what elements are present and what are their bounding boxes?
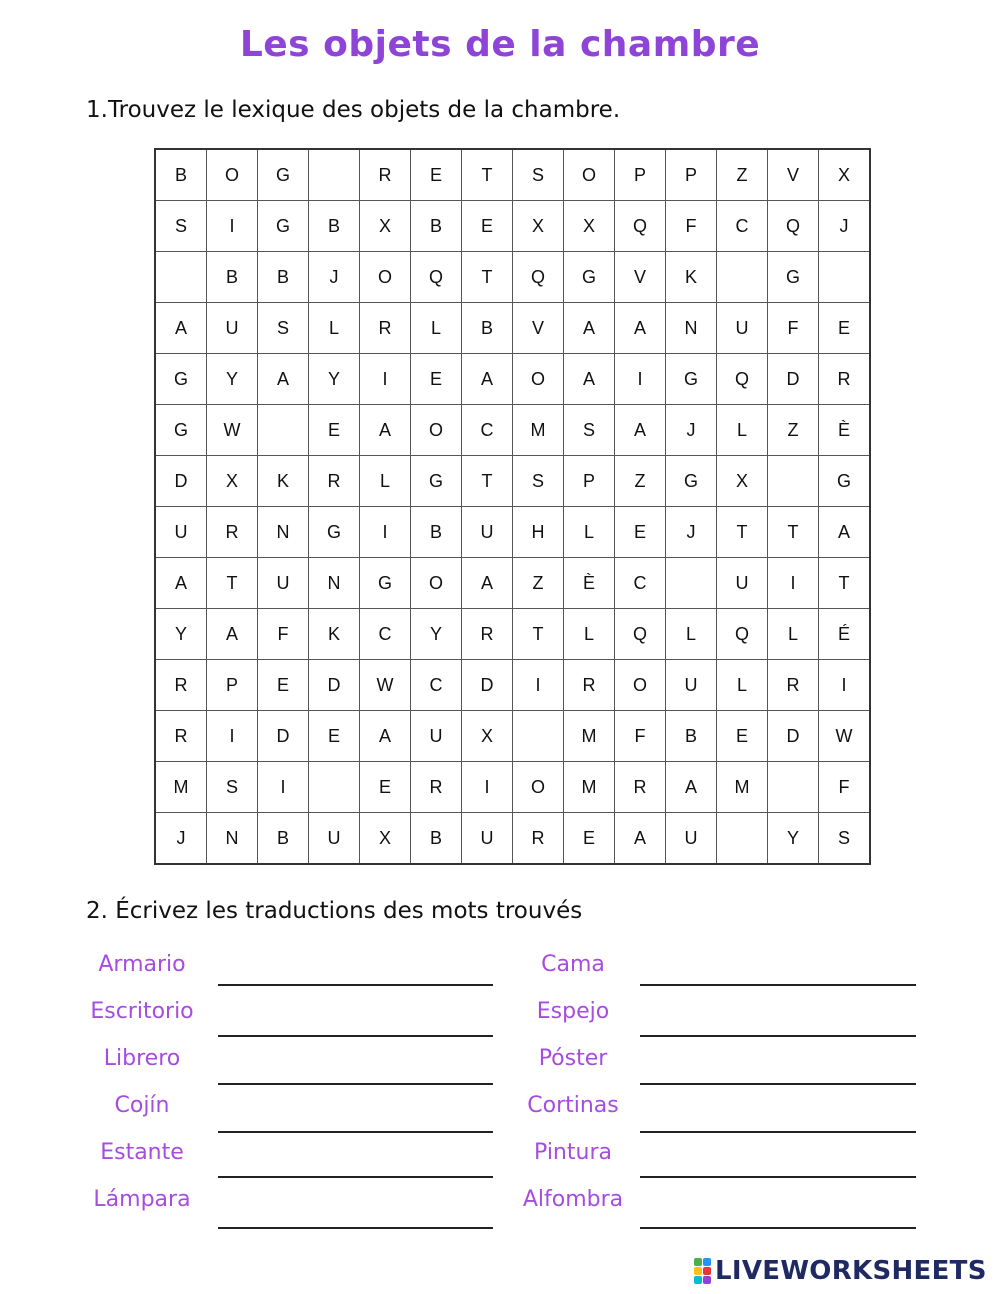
grid-cell[interactable]: L <box>411 303 462 354</box>
word-right-6: Alfombra <box>522 1187 624 1212</box>
grid-cell[interactable]: R <box>360 303 411 354</box>
grid-cell[interactable]: U <box>258 558 309 609</box>
grid-cell[interactable]: K <box>258 456 309 507</box>
word-right-2: Espejo <box>536 999 610 1024</box>
grid-cell[interactable]: O <box>411 558 462 609</box>
grid-cell[interactable]: A <box>207 609 258 660</box>
grid-cell[interactable]: G <box>155 354 207 405</box>
grid-cell[interactable]: U <box>666 660 717 711</box>
grid-cell[interactable] <box>768 456 819 507</box>
grid-cell[interactable]: D <box>768 354 819 405</box>
word-left-5: Estante <box>100 1140 184 1165</box>
grid-cell[interactable]: T <box>207 558 258 609</box>
grid-cell[interactable]: E <box>411 354 462 405</box>
grid-cell[interactable]: L <box>768 609 819 660</box>
grid-cell[interactable]: R <box>513 813 564 865</box>
grid-cell[interactable]: E <box>309 711 360 762</box>
grid-cell[interactable]: B <box>666 711 717 762</box>
grid-row <box>155 354 870 405</box>
grid-cell[interactable]: X <box>360 201 411 252</box>
grid-cell[interactable]: Q <box>411 252 462 303</box>
grid-row <box>155 609 870 660</box>
grid-cell[interactable]: T <box>513 609 564 660</box>
grid-cell[interactable]: Q <box>717 609 768 660</box>
instruction-1: 1.Trouvez le lexique des objets de la chambre. <box>86 97 621 123</box>
grid-cell[interactable]: L <box>564 507 615 558</box>
liveworksheets-logo <box>694 1256 987 1286</box>
grid-cell[interactable]: U <box>155 507 207 558</box>
grid-cell[interactable]: R <box>615 762 666 813</box>
grid-cell[interactable]: X <box>819 149 871 201</box>
grid-cell[interactable]: C <box>360 609 411 660</box>
grid-cell[interactable]: R <box>819 354 871 405</box>
grid-cell[interactable]: M <box>155 762 207 813</box>
grid-cell[interactable]: W <box>819 711 871 762</box>
grid-cell[interactable]: G <box>666 354 717 405</box>
grid-cell[interactable]: T <box>819 558 871 609</box>
answer-field-right-4[interactable] <box>640 1109 916 1133</box>
grid-cell[interactable]: L <box>309 303 360 354</box>
grid-row <box>155 303 870 354</box>
grid-cell[interactable]: X <box>513 201 564 252</box>
grid-cell[interactable]: A <box>462 354 513 405</box>
grid-cell[interactable]: D <box>462 660 513 711</box>
grid-cell[interactable]: Q <box>513 252 564 303</box>
liveworksheets-logo-icon <box>694 1258 711 1284</box>
grid-cell[interactable]: R <box>309 456 360 507</box>
grid-cell[interactable]: G <box>411 456 462 507</box>
grid-cell[interactable]: L <box>717 405 768 456</box>
grid-cell[interactable]: R <box>564 660 615 711</box>
grid-cell[interactable]: G <box>258 149 309 201</box>
grid-cell[interactable]: S <box>258 303 309 354</box>
logo-square <box>694 1267 702 1275</box>
grid-cell[interactable]: I <box>819 660 871 711</box>
grid-cell[interactable]: B <box>309 201 360 252</box>
grid-cell[interactable]: G <box>564 252 615 303</box>
grid-cell[interactable]: T <box>768 507 819 558</box>
grid-cell[interactable]: I <box>207 711 258 762</box>
grid-cell[interactable]: V <box>768 149 819 201</box>
grid-cell[interactable]: D <box>768 711 819 762</box>
grid-cell[interactable]: O <box>615 660 666 711</box>
grid-cell[interactable]: G <box>155 405 207 456</box>
grid-cell[interactable]: I <box>258 762 309 813</box>
grid-cell[interactable]: A <box>155 303 207 354</box>
grid-cell[interactable]: G <box>666 456 717 507</box>
grid-cell[interactable]: E <box>564 813 615 865</box>
grid-cell[interactable] <box>768 762 819 813</box>
grid-cell[interactable]: T <box>462 456 513 507</box>
grid-cell[interactable]: O <box>411 405 462 456</box>
logo-square <box>694 1258 702 1266</box>
grid-cell[interactable]: U <box>462 507 513 558</box>
grid-cell[interactable]: J <box>819 201 871 252</box>
grid-cell[interactable]: A <box>615 303 666 354</box>
grid-cell[interactable] <box>513 711 564 762</box>
grid-cell[interactable]: M <box>513 405 564 456</box>
answer-field-left-1[interactable] <box>218 962 493 986</box>
grid-row <box>155 813 870 865</box>
grid-cell[interactable]: B <box>411 813 462 865</box>
grid-row <box>155 456 870 507</box>
grid-cell[interactable]: R <box>411 762 462 813</box>
grid-cell[interactable]: P <box>666 149 717 201</box>
grid-cell[interactable] <box>717 252 768 303</box>
grid-cell[interactable]: C <box>462 405 513 456</box>
answer-field-left-3[interactable] <box>218 1061 493 1085</box>
grid-cell[interactable]: J <box>666 507 717 558</box>
grid-cell[interactable]: C <box>615 558 666 609</box>
grid-cell[interactable]: W <box>207 405 258 456</box>
grid-cell[interactable]: L <box>717 660 768 711</box>
grid-cell[interactable]: D <box>155 456 207 507</box>
grid-cell[interactable]: G <box>360 558 411 609</box>
grid-cell[interactable]: Z <box>615 456 666 507</box>
grid-cell[interactable]: L <box>564 609 615 660</box>
grid-cell[interactable]: N <box>207 813 258 865</box>
word-left-4: Cojín <box>114 1093 170 1118</box>
grid-cell[interactable]: F <box>768 303 819 354</box>
answer-field-right-2[interactable] <box>640 1013 916 1037</box>
grid-cell[interactable]: B <box>411 201 462 252</box>
grid-cell[interactable]: Y <box>309 354 360 405</box>
grid-cell[interactable]: V <box>615 252 666 303</box>
grid-cell[interactable]: Q <box>615 201 666 252</box>
grid-cell[interactable]: A <box>564 303 615 354</box>
grid-cell[interactable]: C <box>717 201 768 252</box>
word-right-5: Pintura <box>534 1140 612 1165</box>
grid-row <box>155 149 870 201</box>
grid-cell[interactable]: F <box>258 609 309 660</box>
grid-cell[interactable]: S <box>513 149 564 201</box>
grid-cell[interactable]: I <box>207 201 258 252</box>
grid-cell[interactable]: A <box>360 711 411 762</box>
grid-cell[interactable]: Z <box>513 558 564 609</box>
grid-cell[interactable] <box>309 149 360 201</box>
grid-cell[interactable]: U <box>411 711 462 762</box>
grid-cell[interactable]: A <box>615 405 666 456</box>
grid-cell[interactable]: O <box>360 252 411 303</box>
grid-cell[interactable]: Q <box>615 609 666 660</box>
grid-cell[interactable]: R <box>360 149 411 201</box>
grid-cell[interactable]: N <box>258 507 309 558</box>
grid-cell[interactable]: G <box>819 456 871 507</box>
grid-cell[interactable]: O <box>564 149 615 201</box>
grid-cell[interactable]: E <box>615 507 666 558</box>
grid-cell[interactable]: U <box>309 813 360 865</box>
grid-cell[interactable]: H <box>513 507 564 558</box>
grid-cell[interactable]: M <box>717 762 768 813</box>
grid-cell[interactable]: I <box>615 354 666 405</box>
answer-field-left-4[interactable] <box>218 1109 493 1133</box>
grid-cell[interactable]: K <box>666 252 717 303</box>
grid-cell[interactable]: S <box>564 405 615 456</box>
grid-cell[interactable]: S <box>155 201 207 252</box>
word-left-2: Escritorio <box>90 999 194 1024</box>
answer-field-right-3[interactable] <box>640 1061 916 1085</box>
grid-row <box>155 711 870 762</box>
word-left-3: Librero <box>103 1046 181 1071</box>
grid-cell[interactable]: B <box>462 303 513 354</box>
grid-cell[interactable]: Y <box>768 813 819 865</box>
answer-field-right-6[interactable] <box>640 1205 916 1229</box>
word-right-3: Póster <box>538 1046 608 1071</box>
grid-cell[interactable]: A <box>666 762 717 813</box>
word-right-1: Cama <box>541 952 605 977</box>
grid-row <box>155 558 870 609</box>
grid-cell[interactable]: U <box>207 303 258 354</box>
grid-cell[interactable]: P <box>615 149 666 201</box>
grid-cell[interactable]: T <box>462 252 513 303</box>
grid-cell[interactable]: A <box>155 558 207 609</box>
word-right-4: Cortinas <box>527 1093 619 1118</box>
grid-cell[interactable] <box>666 558 717 609</box>
logo-square <box>703 1258 711 1266</box>
grid-cell[interactable]: X <box>717 456 768 507</box>
grid-cell[interactable]: E <box>258 660 309 711</box>
word-left-6: Lámpara <box>93 1187 191 1212</box>
grid-cell[interactable]: R <box>462 609 513 660</box>
logo-square <box>703 1267 711 1275</box>
grid-cell[interactable]: E <box>462 201 513 252</box>
grid-row <box>155 252 870 303</box>
grid-row <box>155 762 870 813</box>
grid-cell[interactable]: A <box>258 354 309 405</box>
grid-cell[interactable] <box>258 405 309 456</box>
grid-cell[interactable]: Q <box>768 201 819 252</box>
logo-square <box>694 1276 702 1284</box>
grid-cell[interactable]: U <box>717 303 768 354</box>
grid-cell[interactable]: N <box>309 558 360 609</box>
grid-cell[interactable]: E <box>411 149 462 201</box>
grid-cell[interactable]: I <box>360 507 411 558</box>
grid-cell[interactable]: S <box>513 456 564 507</box>
grid-cell[interactable]: É <box>819 609 871 660</box>
grid-cell[interactable]: X <box>564 201 615 252</box>
grid-cell[interactable]: F <box>819 762 871 813</box>
page-title: Les objets de la chambre <box>239 24 761 65</box>
grid-cell[interactable] <box>155 252 207 303</box>
grid-cell[interactable]: D <box>258 711 309 762</box>
grid-cell[interactable]: R <box>155 711 207 762</box>
logo-square <box>703 1276 711 1284</box>
grid-cell[interactable]: G <box>258 201 309 252</box>
grid-cell[interactable]: F <box>666 201 717 252</box>
word-search-grid <box>154 148 871 865</box>
grid-cell[interactable]: È <box>564 558 615 609</box>
grid-cell[interactable]: B <box>258 813 309 865</box>
grid-cell[interactable]: R <box>768 660 819 711</box>
grid-cell[interactable]: J <box>309 252 360 303</box>
answer-field-right-1[interactable] <box>640 962 916 986</box>
grid-cell[interactable]: O <box>207 149 258 201</box>
logo-text: LIVEWORKSHEETS <box>715 1256 987 1286</box>
grid-cell[interactable]: C <box>411 660 462 711</box>
grid-cell[interactable]: K <box>309 609 360 660</box>
grid-row <box>155 201 870 252</box>
grid-cell[interactable]: B <box>155 149 207 201</box>
grid-cell[interactable]: A <box>564 354 615 405</box>
grid-cell[interactable]: I <box>360 354 411 405</box>
grid-cell[interactable]: Q <box>717 354 768 405</box>
grid-cell[interactable]: S <box>207 762 258 813</box>
grid-cell[interactable]: Y <box>411 609 462 660</box>
grid-cell[interactable]: J <box>666 405 717 456</box>
grid-cell[interactable]: A <box>615 813 666 865</box>
answer-field-left-5[interactable] <box>218 1154 493 1178</box>
grid-cell[interactable]: L <box>360 456 411 507</box>
grid-cell[interactable]: È <box>819 405 871 456</box>
grid-cell[interactable]: E <box>309 405 360 456</box>
grid-cell[interactable]: W <box>360 660 411 711</box>
grid-cell[interactable]: B <box>258 252 309 303</box>
grid-cell[interactable]: I <box>513 660 564 711</box>
grid-cell[interactable]: F <box>615 711 666 762</box>
grid-cell[interactable]: E <box>717 711 768 762</box>
grid-cell[interactable]: T <box>462 149 513 201</box>
grid-cell[interactable]: U <box>462 813 513 865</box>
grid-cell[interactable]: N <box>666 303 717 354</box>
grid-cell[interactable]: A <box>462 558 513 609</box>
instruction-2: 2. Écrivez les traductions des mots trouvés <box>86 898 583 924</box>
grid-cell[interactable]: U <box>666 813 717 865</box>
grid-cell[interactable]: I <box>768 558 819 609</box>
grid-cell[interactable]: L <box>666 609 717 660</box>
grid-row <box>155 507 870 558</box>
grid-cell[interactable]: B <box>411 507 462 558</box>
grid-cell[interactable]: R <box>207 507 258 558</box>
grid-cell[interactable]: R <box>155 660 207 711</box>
grid-cell[interactable]: B <box>207 252 258 303</box>
grid-row <box>155 405 870 456</box>
grid-cell[interactable]: M <box>564 762 615 813</box>
grid-cell[interactable]: P <box>564 456 615 507</box>
grid-cell[interactable]: Y <box>207 354 258 405</box>
grid-cell[interactable]: X <box>462 711 513 762</box>
grid-cell[interactable]: X <box>207 456 258 507</box>
grid-cell[interactable]: O <box>513 354 564 405</box>
grid-cell[interactable]: T <box>717 507 768 558</box>
grid-cell[interactable]: U <box>717 558 768 609</box>
grid-cell[interactable]: Z <box>717 149 768 201</box>
grid-cell[interactable]: A <box>819 507 871 558</box>
answer-field-left-2[interactable] <box>218 1013 493 1037</box>
grid-cell[interactable] <box>717 813 768 865</box>
grid-cell[interactable]: X <box>360 813 411 865</box>
grid-cell[interactable]: I <box>462 762 513 813</box>
grid-cell[interactable]: Y <box>155 609 207 660</box>
grid-cell[interactable]: V <box>513 303 564 354</box>
grid-cell[interactable]: E <box>360 762 411 813</box>
word-left-1: Armario <box>98 952 186 977</box>
grid-cell[interactable]: S <box>819 813 871 865</box>
grid-cell[interactable]: A <box>360 405 411 456</box>
answer-field-right-5[interactable] <box>640 1154 916 1178</box>
grid-cell[interactable]: J <box>155 813 207 865</box>
grid-cell[interactable]: Z <box>768 405 819 456</box>
grid-cell[interactable]: O <box>513 762 564 813</box>
grid-cell[interactable]: G <box>768 252 819 303</box>
grid-cell[interactable]: P <box>207 660 258 711</box>
grid-row <box>155 660 870 711</box>
grid-cell[interactable] <box>309 762 360 813</box>
grid-cell[interactable]: M <box>564 711 615 762</box>
grid-cell[interactable] <box>819 252 871 303</box>
grid-cell[interactable]: E <box>819 303 871 354</box>
grid-cell[interactable]: G <box>309 507 360 558</box>
answer-field-left-6[interactable] <box>218 1205 493 1229</box>
grid-cell[interactable]: D <box>309 660 360 711</box>
